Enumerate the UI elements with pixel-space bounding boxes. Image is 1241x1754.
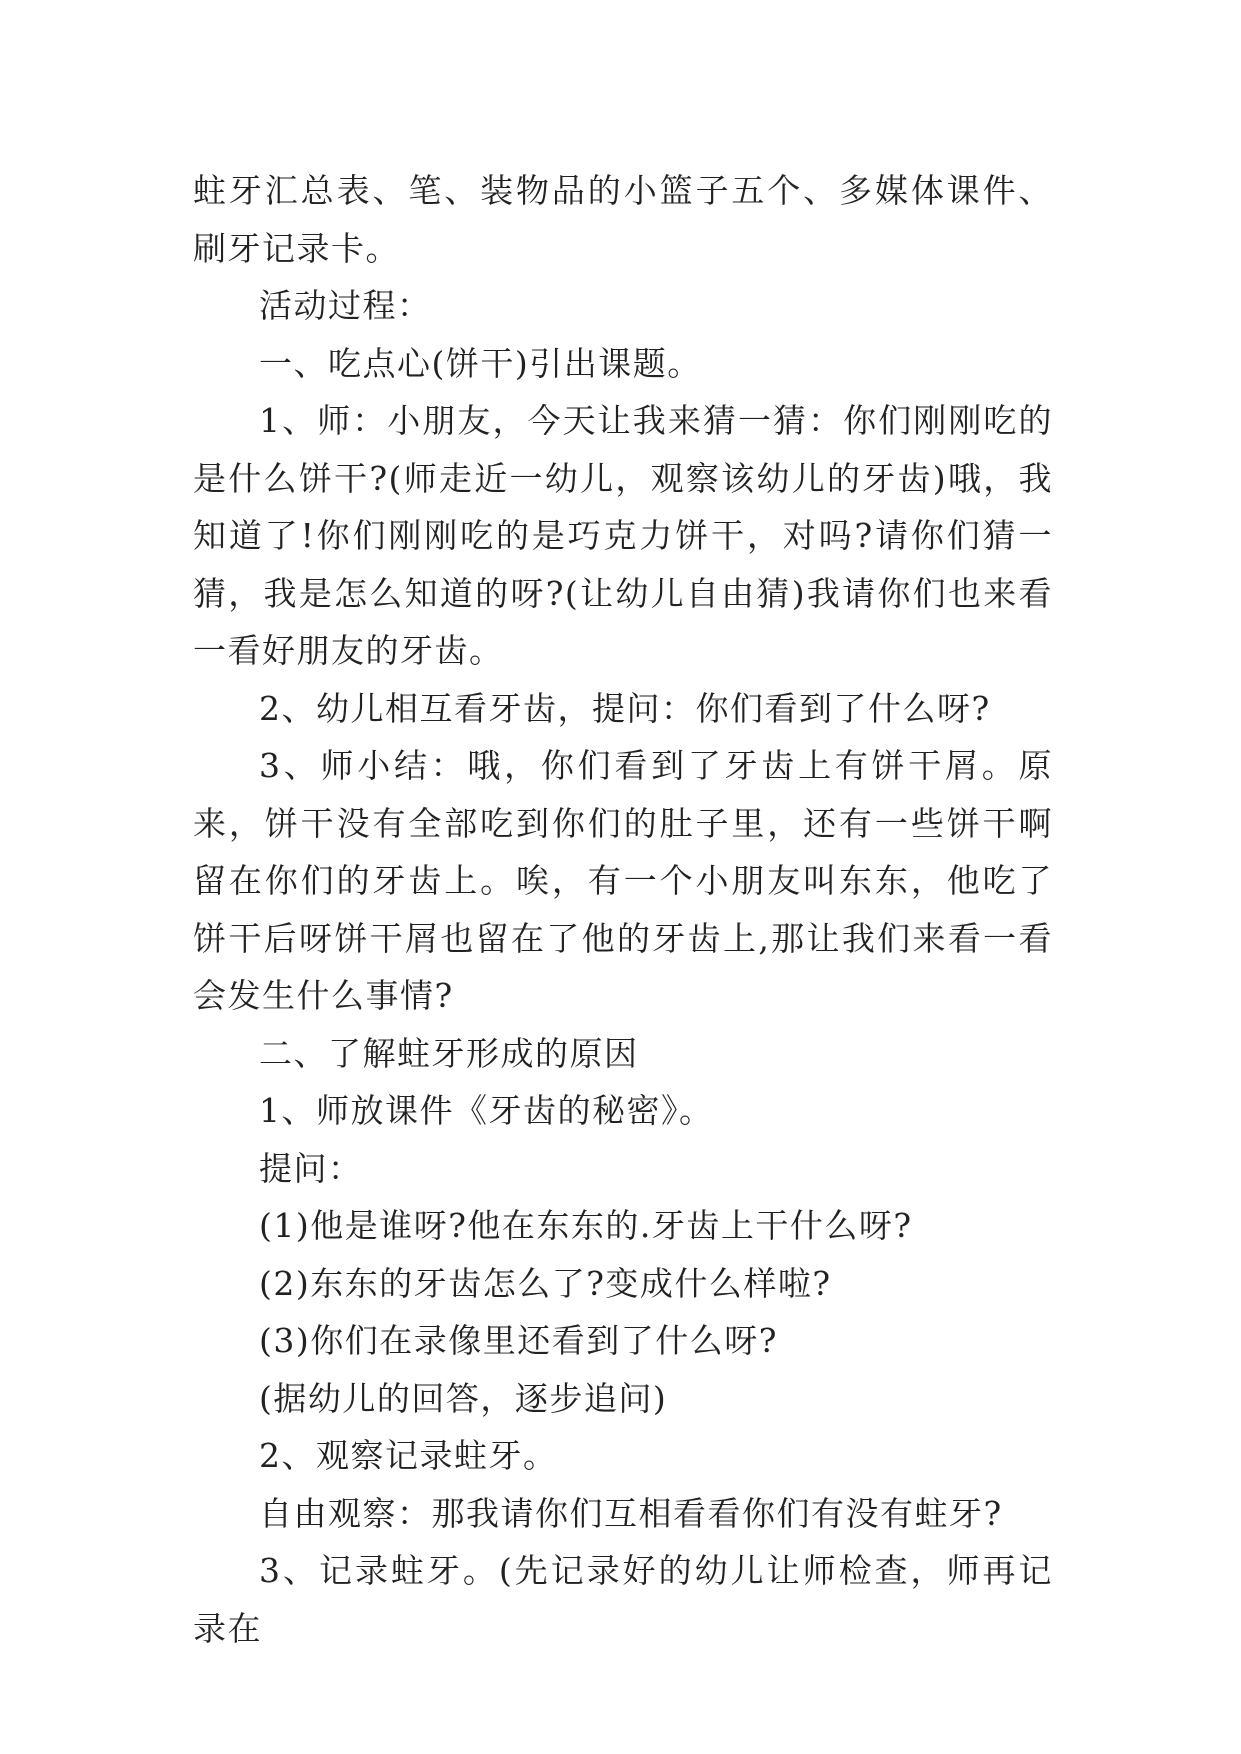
paragraph: 3、记录蛀牙。(先记录好的幼儿让师检查，师再记录在: [193, 1551, 1053, 1648]
section-heading: 一、吃点心(饼干)引出课题。: [259, 343, 702, 383]
paragraph: 3、师小结：哦，你们看到了牙齿上有饼干屑。原来，饼干没有全部吃到你们的肚子里，还有一些饼干啊留在你们的牙齿上。唉，有一个小朋友叫东东，他吃了饼干后呀饼干屑也留在了他的牙齿上,那让我们来看一看会发生什么事情?: [193, 746, 1053, 1015]
paragraph: (据幼儿的回答，逐步追问): [259, 1378, 668, 1418]
paragraph: 蛀牙汇总表、笔、装物品的小篮子五个、多媒体课件、刷牙记录卡。: [193, 171, 1053, 268]
section-heading: 二、了解蛀牙形成的原因: [259, 1033, 639, 1073]
section-heading: 活动过程：: [259, 286, 432, 325]
document-body: [193, 162, 1053, 1657]
list-item: (2)东东的牙齿怎么了?变成什么样啦?: [259, 1263, 832, 1303]
paragraph: 2、幼儿相互看牙齿，提问：你们看到了什么呀?: [259, 688, 991, 728]
list-item: (3)你们在录像里还看到了什么呀?: [259, 1321, 778, 1360]
paragraph: 提问：: [259, 1148, 363, 1188]
paragraph: 自由观察：那我请你们互相看看你们有没有蛀牙?: [259, 1493, 1003, 1533]
paragraph: 1、师放课件《牙齿的秘密》。: [259, 1091, 714, 1130]
paragraph: 2、观察记录蛀牙。: [259, 1436, 558, 1475]
paragraph: 1、师：小朋友，今天让我来猜一猜：你们刚刚吃的是什么饼干?(师走近一幼儿，观察该幼儿的牙齿)哦，我知道了!你们刚刚吃的是巧克力饼干，对吗?请你们猜一猜，我是怎么知道的呀?(让幼儿自由猜)我请你们也来看一看好朋友的牙齿。: [193, 401, 1053, 670]
list-item: (1)他是谁呀?他在东东的.牙齿上干什么呀?: [259, 1206, 913, 1245]
